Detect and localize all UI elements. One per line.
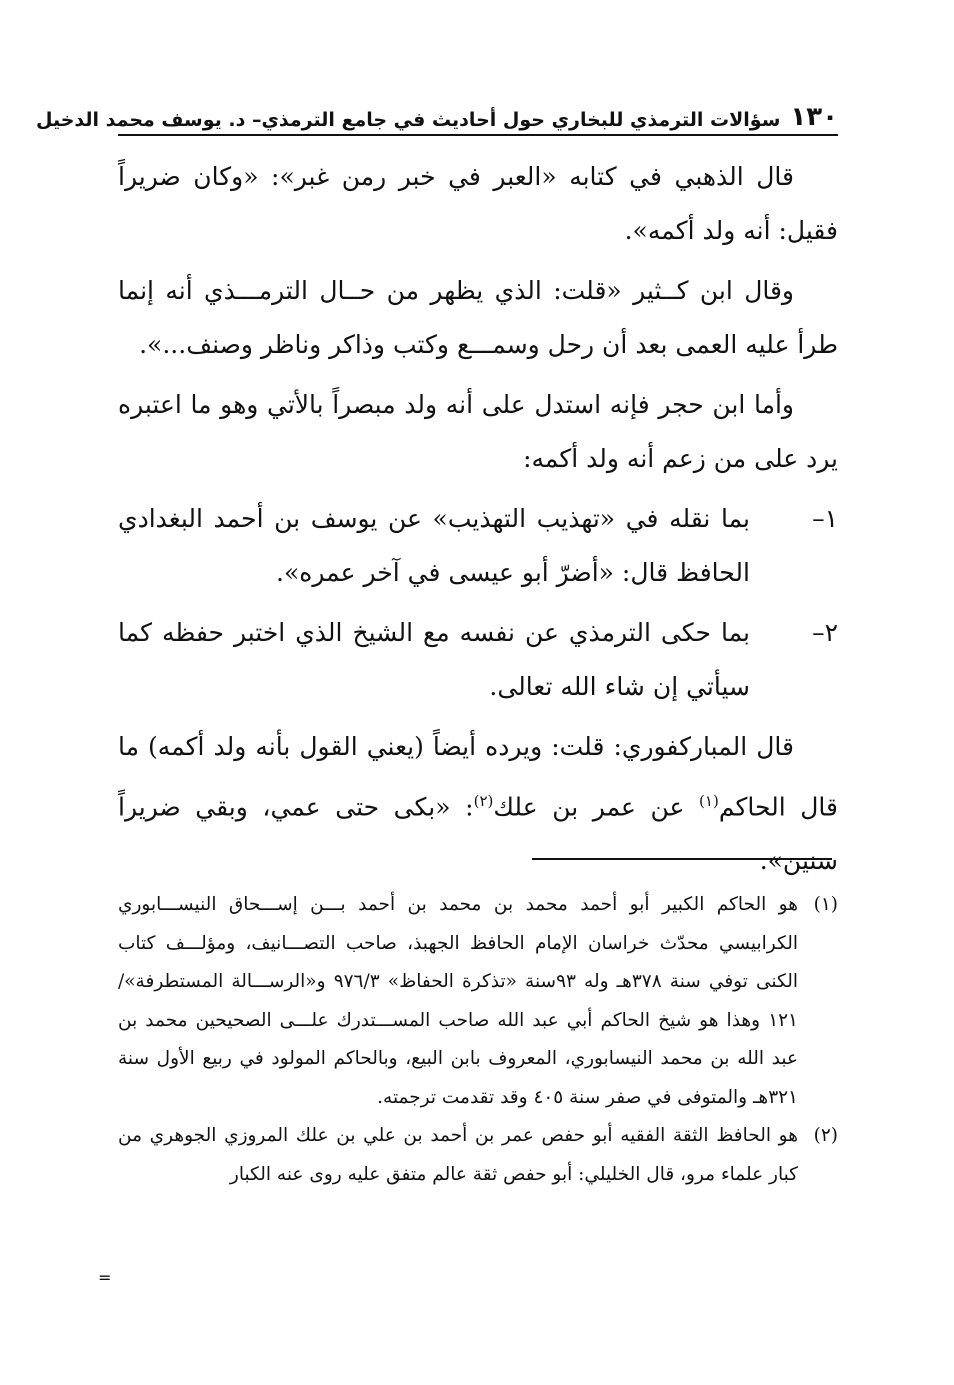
footnote-2-text: هو الحافظ الثقة الفقيه أبو حفص عمر بن أحمد بن علي بن علك المروزي الجوهري من كبار علماء مرو، قال الخليلي: أبو حفص ثقة عالم متفق عليه روى عنه الكبار [118,1125,798,1185]
footnotes [118,886,838,1194]
continuation-mark: = [98,1268,112,1287]
footnote-1-text: هو الحاكم الكبير أبو أحمد محمد بن محمد بن أحمد بـــن إســـحاق النيســـابوري الكرابيسي محدّث خراسان الإمام الحافظ الجهبذ، صاحب التصـــانيف، ومؤلـــف كتاب الكنى توفي سنة ٣٧٨هـ وله ٩٣سنة «تذكرة الحفاظ» ٩٧٦/٣ و«الرســـالة المستطرفة»/ ١٢١ وهذا هو شيخ الحاكم أبي عبد الله صاحب المســـتدرك علـــى الصحيحين محمد بن عبد الله بن محمد النيسابوري، المعروف بابن البيع، وبالحاكم المولود في ربيع الأول سنة ٣٢١هـ والمتوفى في صفر سنة ٤٠٥ وقد تقدمت ترجمته. [118,894,798,1108]
running-title: سؤالات الترمذي للبخاري حول أحاديث في جامع الترمذي– د. يوسف محمد الدخيل [36,109,781,131]
mubarakfuri-text-1: قال المباركفوري: قلت: ويرده أيضاً (يعني القول بأنه ولد أكمه) ما قال الحاكم [118,732,838,822]
main-text [118,150,838,894]
paragraph-ibn-kathir: وقال ابن كــثير «قلت: الذي يظهر من حــال الترمـــذي أنه إنما طرأ عليه العمى بعد أن رحل وسمـــع وكتب وذاكر وناظر وصنف...». [118,276,838,359]
list-item-1-number: ١– [812,504,838,533]
paragraph-dhahabi: قال الذهبي في كتابه «العبر في خبر رمن غبر»: «وكان ضريراً فقيل: أنه ولد أكمه». [118,162,838,245]
paragraph-ibn-hajar: وأما ابن حجر فإنه استدل على أنه ولد مبصراً بالأتي وهو ما اعتبره يرد على من زعم أنه ولد أكمه: [118,390,838,473]
mubarakfuri-text-3: : «بكى حتى عمي، وبقي ضريراً سنين». [118,792,838,876]
footnote-divider [532,858,832,860]
footnote-1 [118,886,838,1117]
footnote-2 [118,1117,838,1194]
list-item-2 [118,606,838,714]
list-item-1-text: بما نقله في «تهذيب التهذيب» عن يوسف بن أحمد البغدادي الحافظ قال: «أضرّ أبو عيسى في آخر عمره». [118,504,750,587]
page-header [36,92,838,136]
mubarakfuri-text-2: عن عمر بن علك [493,792,700,822]
footnote-2-number: (٢) [813,1125,838,1146]
footnote-ref-1[interactable]: (١) [699,792,719,810]
footnote-ref-2[interactable]: (٢) [473,792,494,810]
page-number: ١٣٠ [790,102,838,132]
paragraph-mubarakfuri [118,720,838,888]
footnote-1-number: (١) [813,894,838,915]
list-item-2-number: ٢– [812,618,838,647]
list-item-1 [118,492,838,600]
list-item-2-text: بما حكى الترمذي عن نفسه مع الشيخ الذي اختبر حفظه كما سيأتي إن شاء الله تعالى. [118,618,750,701]
